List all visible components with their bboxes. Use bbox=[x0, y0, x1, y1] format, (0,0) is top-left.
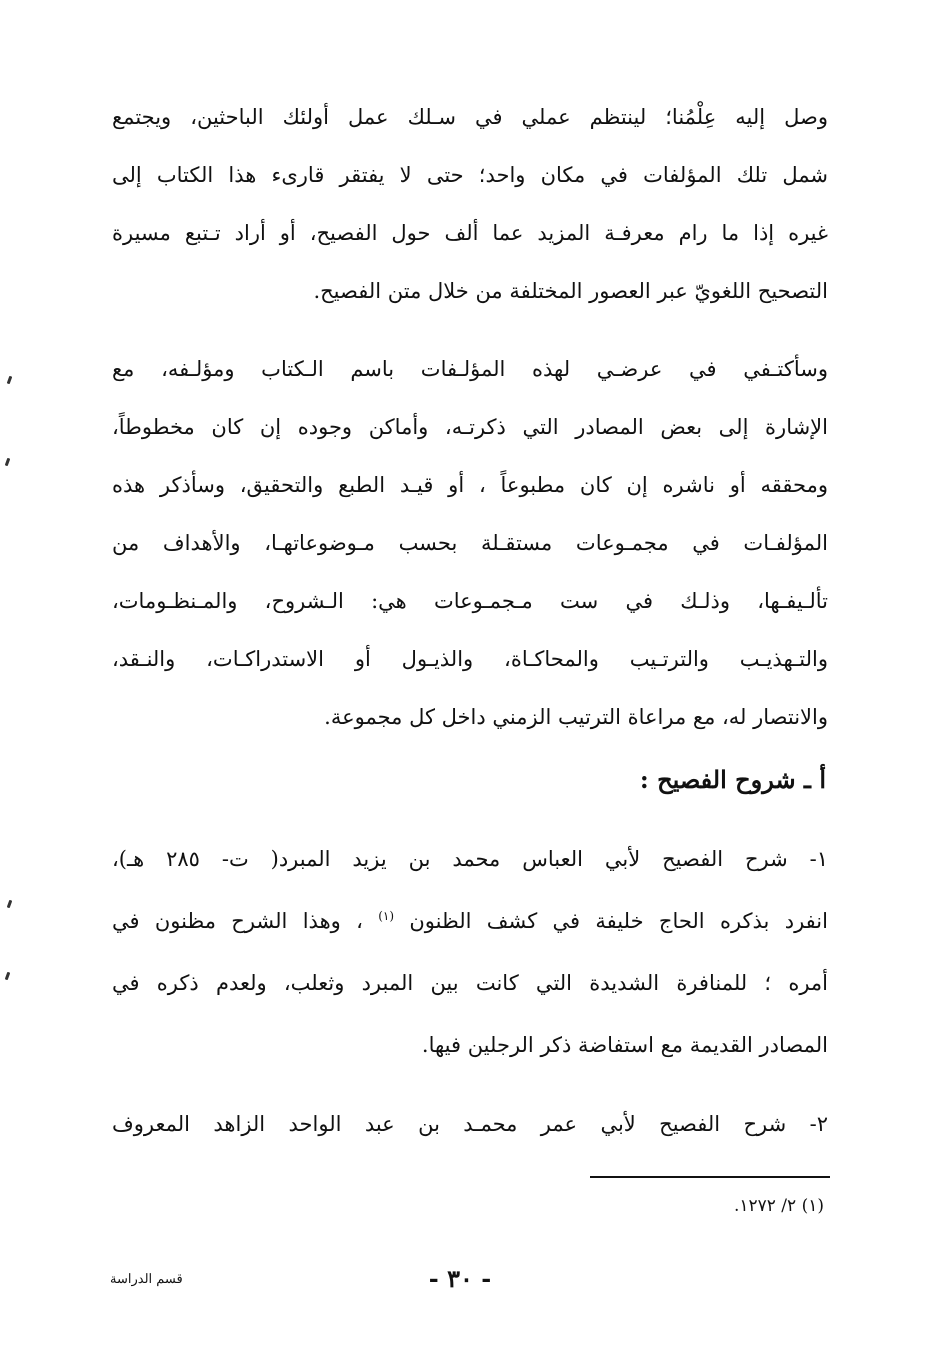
paragraph-line: التصحيح اللغويّ عبر العصور المختلفة من خلال متن الفصيح. bbox=[313, 279, 828, 303]
paragraph-line: غيره إذا ما رام معرفـة المزيد عما ألف حول الفصيح، أو أراد تـتبع مسيرة bbox=[112, 221, 828, 245]
paragraph-line: ومحققه أو ناشره إن كان مطبوعاً ، أو قيـد الطبع والتحقيق، وسأذكر هذه bbox=[112, 473, 828, 497]
margin-mark bbox=[7, 900, 13, 909]
footnote-divider bbox=[590, 1176, 830, 1178]
page-number: - ٣٠ - bbox=[428, 1264, 492, 1293]
paragraph-line: الإشارة إلى بعض المصادر التي ذكرتـه، وأماكن وجوده إن كان مخطوطاً، bbox=[112, 415, 828, 439]
paragraph-1 bbox=[112, 88, 828, 320]
list-item-line bbox=[112, 890, 828, 952]
margin-mark bbox=[7, 376, 13, 385]
list-item-text: ، وهذا الشرح مظنون في bbox=[112, 909, 379, 933]
paragraph-line: والتـهذيـب والترتـيب والمحاكـاة، والذيـول أو الاستدراكـات، والنـقد، bbox=[112, 647, 828, 671]
paragraph-2 bbox=[112, 340, 828, 746]
list-item-line: ١- شرح الفصيح لأبي العباس محمد بن يزيد المبرد( ت- ٢٨٥ هـ)، bbox=[112, 847, 828, 871]
list-item-line: ٢- شرح الفصيح لأبي عمر محمـد بن عبد الواحد الزاهد المعروف bbox=[112, 1112, 828, 1136]
paragraph-line: المؤلفـات في مجمـوعات مستقـلة بحسب مـوضوعاتهـا، والأهداف من bbox=[112, 531, 828, 555]
list-item-text: انفرد بذكره الحاج خليفة في كشف الظنون bbox=[409, 909, 828, 933]
list-item-line: المصادر القديمة مع استفاضة ذكر الرجلين فيها. bbox=[421, 1033, 828, 1057]
margin-mark bbox=[5, 972, 11, 981]
paragraph-line: شمل تلك المؤلفات في مكان واحد؛ حتى لا يفتقر قارىء هذا الكتاب إلى bbox=[112, 163, 828, 187]
paragraph-line: وصل إليه عِلْمُنا؛ لينتظم عملي في سـلك عمل أولئك الباحثين، ويجتمع bbox=[112, 105, 828, 129]
list-item-2 bbox=[112, 1095, 828, 1153]
list-item-line: أمره ؛ للمنافرة الشديدة التي كانت بين المبرد وثعلب، ولعدم ذكره في bbox=[112, 971, 828, 995]
paragraph-line: وسأكتـفي في عرضـي لهذه المؤلـفات باسم الـكتاب ومؤلـفه، مع bbox=[112, 357, 828, 381]
footnote-reference[interactable]: (١) bbox=[378, 909, 395, 923]
margin-mark bbox=[5, 458, 11, 467]
footnote: (١) ٢/ ١٢٧٢. bbox=[733, 1196, 824, 1216]
section-label: قسم الدراسة bbox=[110, 1272, 183, 1287]
paragraph-line: تألـيفـها، وذلـك في ست مـجمـوعات هي: الـشروح، والمـنظـومات، bbox=[112, 589, 828, 613]
section-heading: أ ـ شروح الفصيح : bbox=[639, 765, 826, 794]
paragraph-line: والانتصار له، مع مراعاة الترتيب الزمني داخل كل مجموعة. bbox=[324, 705, 828, 729]
list-item-1 bbox=[112, 828, 828, 1076]
